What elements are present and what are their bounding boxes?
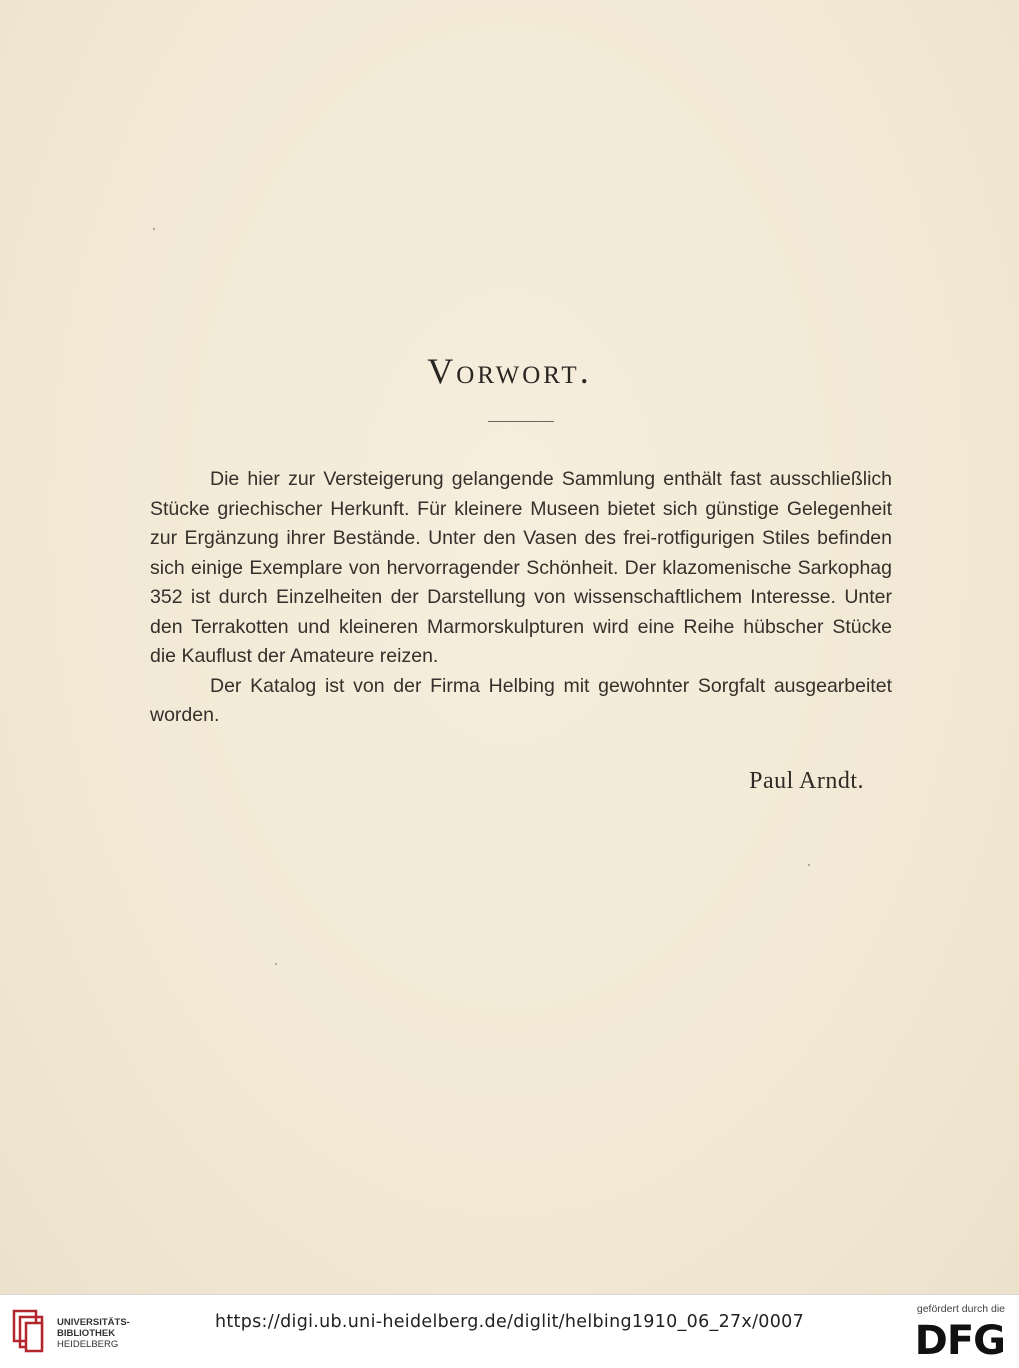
page-title: Vorwort. bbox=[427, 351, 592, 391]
paper-speck bbox=[808, 864, 810, 866]
document-url[interactable]: https://digi.ub.uni-heidelberg.de/diglit/helbing1910_06_27x/0007 bbox=[215, 1312, 805, 1332]
funder-label: gefördert durch die bbox=[916, 1303, 1005, 1315]
library-name-line2: BIBLIOTHEK bbox=[57, 1328, 116, 1339]
paragraph-1: Die hier zur Versteigerung gelangende Sammlung enthält fast ausschließlich Stücke griechischer Herkunft. Für kleinere Museen bietet sich günstige Gelegenheit zur Ergänzung ihrer Bestände. Unter den Vasen des frei-rotfigurigen Stiles befinden sich einige Exemplare von hervorragender Schönheit. Der klazomenische Sarkophag 352 ist durch Einzelheiten der Darstellung von wissenschaftlichem Interesse. Unter den Terrakotten und kleineren Marmorskulpturen wird eine Reihe hübscher Stücke die Kauflust der Amateure reizen. bbox=[150, 468, 892, 667]
library-name-line1: UNIVERSITÄTS- bbox=[57, 1317, 130, 1328]
library-name bbox=[57, 1317, 130, 1350]
preface-text bbox=[150, 465, 892, 731]
signature: Paul Arndt. bbox=[749, 768, 864, 794]
viewer-footer bbox=[0, 1294, 1019, 1368]
library-logo[interactable] bbox=[10, 1305, 140, 1357]
library-emblem-icon bbox=[10, 1305, 50, 1357]
paragraph-2: Der Katalog ist von der Firma Helbing mit gewohnter Sorgfalt ausgearbeitet worden. bbox=[150, 674, 892, 726]
paper-speck bbox=[153, 228, 155, 230]
title-divider bbox=[488, 421, 554, 422]
dfg-logo[interactable]: DFG bbox=[914, 1318, 1005, 1364]
paper-speck bbox=[275, 963, 277, 965]
library-name-line3: HEIDELBERG bbox=[57, 1339, 119, 1350]
